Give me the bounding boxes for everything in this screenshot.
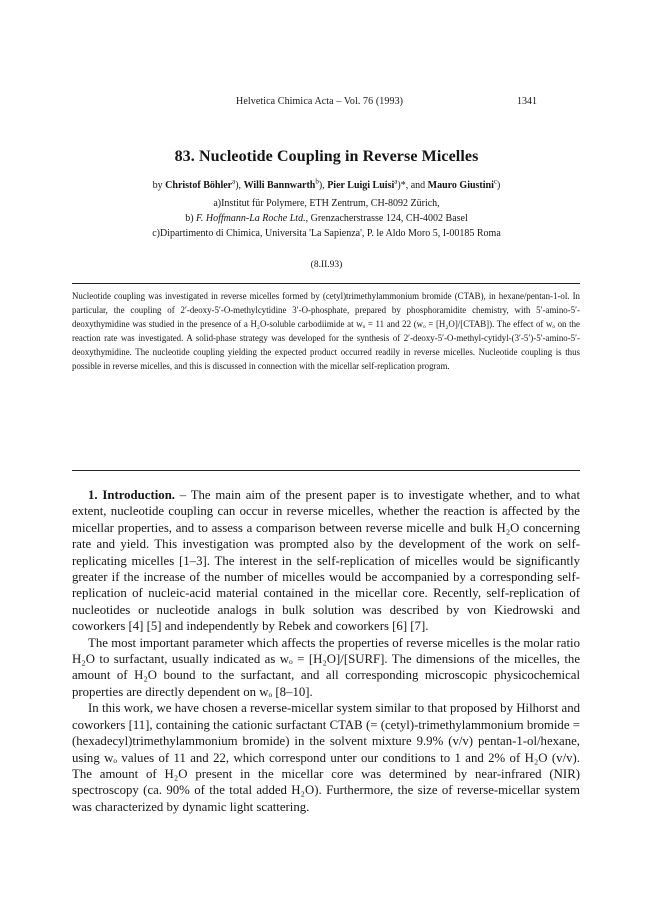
affiliation-c: c)Dipartimento di Chimica, Universita 'La Sapienza', P. le Aldo Moro 5, I-00185 Roma xyxy=(152,228,501,239)
abstract-text: Nucleotide coupling was investigated in reverse micelles formed by (cetyl)trimethylammonium bromide (CTAB), in hexane/pentan-1-ol. In particular, the coupling of 2′-deoxy-5′-O-methylcytidine 3′-O-phosphate, prepared by phosphoramidite chemistry, with 5′-amino-5′-deoxythymidine was studied in the presence of a H₂O-soluble carbodiimide at wₒ = 11 and 22 (wₒ = [H₂O]/[CTAB]). The effect of wₒ on the reaction rate was investigated. A solid-phase strategy was developed for the synthesis of 2′-deoxy-5′-O-methyl-cytidyl-(3′-5′)-5′-amino-5′-deoxythymidine. The nucleotide coupling yielding the expected product occurred readily in reverse micelles. Nucleotide coupling is thus possible in reverse micelles, and this is discussed in connection with the micellar self-replication program. xyxy=(72,291,580,371)
affiliation-mark: a xyxy=(232,177,236,186)
and-word: and xyxy=(410,180,426,191)
affiliation-mark: b xyxy=(315,177,319,186)
intro-paragraph: In this work, we have chosen a reverse-micellar system similar to that proposed by Hilhorst and coworkers [11], containing the cationic surfactant CTAB (= (cetyl)-trimethylammonium bromide = (hexadecyl)trimethylammonium bromide) in the solvent mixture 9.9% (v/v) pentan-1-ol/hexane, using wₒ values of 11 and 22, which correspond unter our conditions to 1 and 2% of H₂O (v/v). The amount of H₂O present in the micellar core was determined by near-infrared (NIR) spectroscopy (ca. 90% of the total added H₂O). Furthermore, the size of reverse-micellar system was characterized by dynamic light scattering. xyxy=(72,701,580,814)
author-name: Christof Böhler xyxy=(165,180,233,191)
received-date: (8.II.93) xyxy=(310,260,343,270)
affiliation-b: b) F. Hoffmann-La Roche Ltd., Grenzacherstrasse 124, CH-4002 Basel xyxy=(185,213,468,224)
intro-paragraph: The most important parameter which affects the properties of reverse micelles is the molar ratio H₂O to surfactant, usually indicated as wₒ = [H₂O]/[SURF]. The dimensions of the micelles, the amount of H₂O bound to the surfactant, and all corresponding microscopic physicochemical properties are directly dependent on wₒ [8–10]. xyxy=(72,635,580,699)
abstract-bottom-rule xyxy=(72,470,580,471)
section-heading: 1. Introduction. xyxy=(88,488,176,502)
affiliation-a: a)Institut für Polymere, ETH Zentrum, CH-8092 Zürich, xyxy=(213,198,440,209)
abstract-top-rule xyxy=(72,283,580,284)
page-number: 1341 xyxy=(517,96,537,107)
affiliation-mark: a xyxy=(394,177,398,186)
by-word: by xyxy=(152,180,163,191)
abstract xyxy=(72,289,580,373)
introduction-section xyxy=(72,487,580,815)
intro-paragraph: 1. Introduction. – The main aim of the present paper is to investigate whether, and to what extent, nucleotide coupling can occur in reverse micelles, whether the reaction is affected by the micellar properties, and to assess a comparison between reverse micelle and bulk H₂O concerning rate and yield. This investigation was prompted also by the development of the work on self-replicating micelles [1–3]. The interest in the self-replication of micelles would be significantly greater if the increase of the number of micelles would be accompanied by a corresponding self-replication of nucleic-acid material contained in the micellar core. Recently, self-replication of nucleotides or nucleotide analogs in bulk solution was described by von Kiedrowski and coworkers [4] [5] and independently by Rebek and coworkers [6] [7]. xyxy=(72,488,580,634)
author-name: Mauro Giustini xyxy=(427,180,494,191)
running-head xyxy=(0,96,653,110)
author-line: by Christof Böhler$^a$), Willi Bannwarth$^b$), Pier Luigi Luisi$^a$)*, and Mauro Giustini$^c$) xyxy=(152,177,501,191)
author-name: Willi Bannwarth xyxy=(243,180,316,191)
affiliation-mark: c xyxy=(493,177,497,186)
article-title: 83. Nucleotide Coupling in Reverse Micelles xyxy=(174,148,479,165)
journal-citation: Helvetica Chimica Acta – Vol. 76 (1993) xyxy=(236,96,404,107)
author-name: Pier Luigi Luisi xyxy=(327,180,395,191)
corresponding-mark: * xyxy=(400,180,406,191)
